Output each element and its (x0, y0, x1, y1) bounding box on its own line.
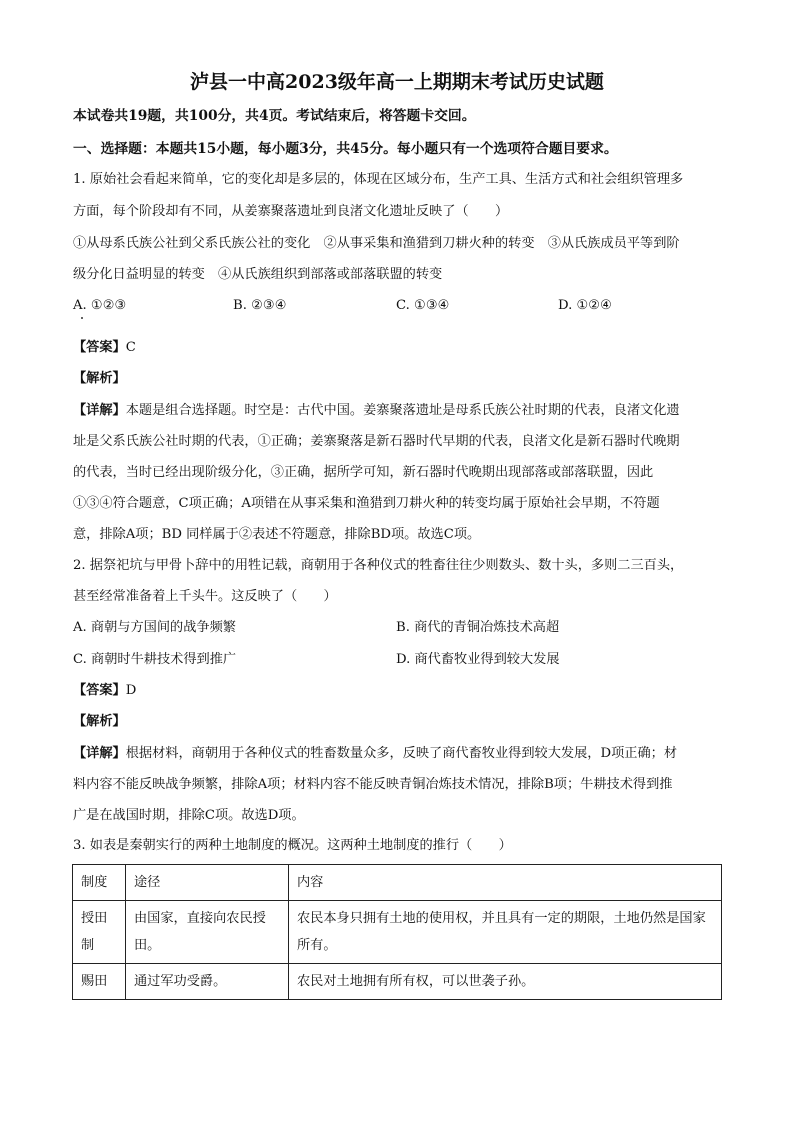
table-row (73, 901, 722, 964)
q2-analysis-line (73, 712, 126, 732)
q1-detail-line-5: 意，排除A项；BD 同样属于②表述不符题意，排除BD项。故选C项。 (73, 527, 481, 542)
table-cell: 授田制 (73, 901, 126, 964)
q2-detail-line-2: 料内容不能反映战争频繁，排除A项；材料内容不能反映青铜冶炼技术情况，排除B项；牛耕技术得到推 (73, 777, 673, 792)
detail-label: 【详解】 (73, 746, 126, 761)
q1-analysis-line (73, 369, 126, 389)
q1-option-b: B. ②③④ (233, 298, 287, 313)
q1-option-c: C. ①③④ (396, 298, 450, 313)
q1-option-d: D. ①②④ (558, 298, 612, 313)
table-header-row (73, 865, 722, 901)
table-header-cell: 制度 (73, 865, 126, 901)
stray-mark (81, 317, 83, 319)
q2-detail-text-1: 根据材料，商朝用于各种仪式的牲畜数量众多，反映了商代畜牧业得到较大发展，D项正确；材 (125, 746, 678, 761)
q2-answer-line (73, 681, 136, 701)
q2-detail-line-3: 广是在战国时期，排除C项。故选D项。 (73, 808, 305, 823)
land-system-table (72, 864, 722, 1000)
table-cell: 通过军功受爵。 (126, 964, 289, 1000)
q2-detail-line-1 (73, 744, 677, 764)
q1-detail-line-1 (73, 401, 680, 421)
answer-label: 【答案】 (73, 340, 126, 355)
q2-stem-line-1: 2. 据祭祀坑与甲骨卜辞中的用牲记载，商朝用于各种仪式的牲畜往往少则数头、数十头，多则二三百头， (73, 558, 684, 573)
page-title: 泸县一中高2023级年高一上期期末考试历史试题 (190, 71, 604, 93)
q1-detail-line-3: 的代表，当时已经出现阶级分化，③正确，据所学可知，新石器时代晚期出现部落或部落联盟，因此 (73, 465, 654, 480)
table-cell: 农民对土地拥有所有权，可以世袭子孙。 (289, 964, 722, 1000)
q1-detail-line-2: 址是父系氏族公社时期的代表，①正确；姜寨聚落是新石器时代早期的代表，良渚文化是新石器时代晚期 (73, 434, 680, 449)
q2-stem-line-2: 甚至经常准备着上千头牛。这反映了（ ） (73, 589, 337, 604)
section-heading: 一、选择题：本题共15小题，每小题3分，共45分。每小题只有一个选项符合题目要求。 (73, 141, 618, 157)
exam-intro: 本试卷共19题，共100分，共4页。考试结束后，将答题卡交回。 (73, 108, 476, 124)
q1-detail-text-1: 本题是组合选择题。时空是：古代中国。姜寨聚落遗址是母系氏族公社时期的代表，良渚文化遗 (125, 403, 680, 418)
q1-answer-value: C (125, 340, 136, 355)
q1-stem-line-1: 1. 原始社会看起来简单，它的变化却是多层的，体现在区域分布，生产工具、生活方式和社会组织管理多 (73, 172, 684, 187)
q2-option-b: B. 商代的青铜冶炼技术高超 (396, 620, 560, 635)
analysis-label: 【解析】 (73, 714, 126, 729)
table-header-cell: 途径 (126, 865, 289, 901)
q1-detail-line-4: ①③④符合题意，C项正确；A项错在从事采集和渔猎到刀耕火种的转变均属于原始社会早期，不符题 (73, 496, 660, 511)
q1-answer-line (73, 338, 136, 358)
answer-label: 【答案】 (73, 683, 126, 698)
table-cell: 由国家，直接向农民授田。 (126, 901, 289, 964)
table-cell: 赐田 (73, 964, 126, 1000)
q2-option-d: D. 商代畜牧业得到较大发展 (396, 652, 560, 667)
q3-stem-line-1: 3. 如表是秦朝实行的两种土地制度的概况。这两种土地制度的推行（ ） (73, 838, 512, 853)
q2-option-a: A. 商朝与方国间的战争频繁 (73, 620, 236, 635)
q1-stem-line-3: ①从母系氏族公社到父系氏族公社的变化 ②从事采集和渔猎到刀耕火种的转变 ③从氏族成员平等到阶 (73, 236, 680, 251)
table-cell: 农民本身只拥有土地的使用权，并且具有一定的期限，土地仍然是国家所有。 (289, 901, 722, 964)
analysis-label: 【解析】 (73, 371, 126, 386)
q2-answer-value: D (125, 683, 137, 698)
q1-option-a: A. ①②③ (73, 298, 127, 313)
q1-stem-line-4: 级分化日益明显的转变 ④从氏族组织到部落或部落联盟的转变 (73, 267, 443, 282)
table-row (73, 964, 722, 1000)
q2-option-c: C. 商朝时牛耕技术得到推广 (73, 652, 237, 667)
table-header-cell: 内容 (289, 865, 722, 901)
detail-label: 【详解】 (73, 403, 126, 418)
q1-stem-line-2: 方面，每个阶段却有不同，从姜寨聚落遗址到良渚文化遗址反映了（ ） (73, 204, 509, 219)
